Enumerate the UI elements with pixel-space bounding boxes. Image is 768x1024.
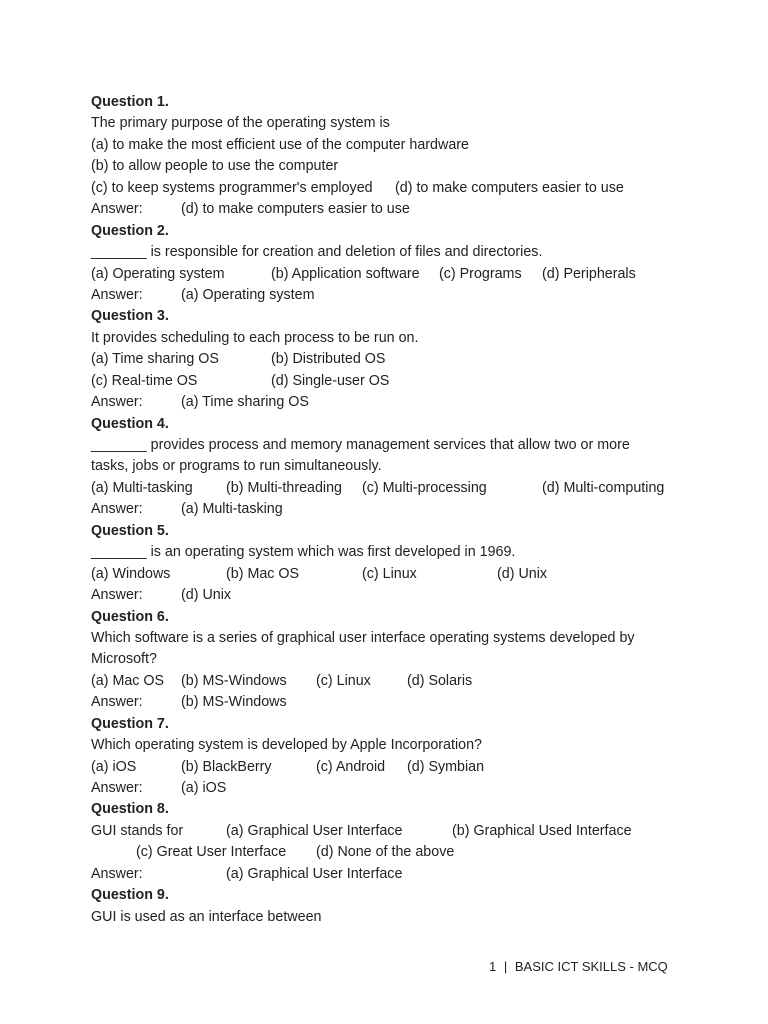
question-6-answer-line — [91, 692, 691, 713]
question-6-text: Microsoft? — [91, 651, 157, 668]
question-3-answer: (a) Time sharing OS — [181, 394, 309, 411]
page-footer — [489, 958, 668, 976]
question-2-option-c: (c) Programs — [439, 265, 522, 282]
question-8-option-b: (b) Graphical Used Interface — [452, 822, 632, 839]
page-number: 1 — [489, 959, 497, 974]
question-6-label: Question 6. — [91, 608, 169, 625]
question-3-answer-line — [91, 392, 691, 413]
question-4-answer-line — [91, 499, 691, 520]
question-1-option-d: (d) to make computers easier to use — [395, 179, 624, 196]
answer-label: Answer: — [91, 587, 143, 604]
question-2-option-a: (a) Operating system — [91, 265, 225, 282]
question-8-option-c: (c) Great User Interface — [136, 844, 287, 861]
question-6-answer: (b) MS-Windows — [181, 694, 287, 711]
document-title: BASIC ICT SKILLS - MCQ — [514, 959, 668, 974]
question-3-label: Question 3. — [91, 308, 169, 325]
question-7-label: Question 7. — [91, 715, 169, 732]
question-5-option-b: (b) Mac OS — [226, 565, 300, 582]
question-7-answer-line — [91, 778, 691, 799]
question-4-answer: (a) Multi-tasking — [181, 501, 283, 518]
question-8-text: GUI stands for — [91, 822, 184, 839]
question-8-option-d: (d) None of the above — [316, 844, 455, 861]
question-5-option-a: (a) Windows — [91, 565, 171, 582]
question-4-options-line — [91, 478, 691, 499]
question-1-option-c: (c) to keep systems programmer's employed — [91, 179, 373, 196]
question-3-options-line — [91, 371, 691, 392]
answer-label: Answer: — [91, 286, 143, 303]
answer-label: Answer: — [91, 394, 143, 411]
question-2-answer-line — [91, 285, 691, 306]
question-9-label: Question 9. — [91, 887, 169, 904]
question-2-options-line — [91, 264, 691, 285]
answer-label: Answer: — [91, 201, 143, 218]
question-6-text: Which software is a series of graphical user interface operating systems developed by — [91, 629, 635, 646]
question-7-options-line — [91, 757, 691, 778]
question-3-option-c: (c) Real-time OS — [91, 372, 198, 389]
question-5-option-d: (d) Unix — [497, 565, 548, 582]
question-4-option-a: (a) Multi-tasking — [91, 479, 193, 496]
question-7-text: Which operating system is developed by Apple Incorporation? — [91, 737, 483, 754]
answer-label: Answer: — [91, 501, 143, 518]
question-8-option-a: (a) Graphical User Interface — [226, 822, 403, 839]
question-8-label: Question 8. — [91, 801, 169, 818]
mcq-page — [91, 92, 691, 928]
question-2-text: _______ is responsible for creation and deletion of files and directories. — [91, 244, 543, 261]
question-2-option-b: (b) Application software — [271, 265, 420, 282]
question-3-text: It provides scheduling to each process to be run on. — [91, 329, 419, 346]
question-1-option-a: (a) to make the most efficient use of the computer hardware — [91, 136, 469, 153]
question-5-options-line — [91, 564, 691, 585]
question-1-label: Question 1. — [91, 94, 169, 110]
question-4-option-c: (c) Multi-processing — [362, 479, 487, 496]
question-5-label: Question 5. — [91, 522, 169, 539]
answer-label: Answer: — [91, 694, 143, 711]
question-5-answer: (d) Unix — [181, 587, 232, 604]
question-2-label: Question 2. — [91, 222, 169, 239]
question-3-option-b: (b) Distributed OS — [271, 351, 386, 368]
question-6-options-line — [91, 671, 691, 692]
question-1-options-line — [91, 178, 691, 199]
question-1-answer-line — [91, 199, 691, 220]
question-6-option-b: (b) MS-Windows — [181, 672, 287, 689]
question-7-option-c: (c) Android — [316, 758, 386, 775]
question-7-answer: (a) iOS — [181, 780, 227, 796]
question-4-option-d: (d) Multi-computing — [542, 479, 665, 496]
question-3-options-line — [91, 349, 691, 370]
question-9-text: GUI is used as an interface between — [91, 908, 322, 925]
question-8-answer: (a) Graphical User Interface — [226, 865, 403, 882]
question-4-text: tasks, jobs or programs to run simultaneously. — [91, 458, 382, 475]
question-7-option-d: (d) Symbian — [407, 758, 485, 775]
question-1-option-b: (b) to allow people to use the computer — [91, 158, 339, 175]
question-1-text: The primary purpose of the operating system is — [91, 115, 390, 132]
question-6-option-c: (c) Linux — [316, 672, 371, 689]
question-8-options-line — [91, 821, 691, 842]
question-4-text: _______ provides process and memory management services that allow two or more — [91, 437, 630, 453]
answer-label: Answer: — [91, 780, 143, 796]
question-8-answer-line — [91, 864, 691, 885]
answer-label: Answer: — [91, 865, 143, 882]
question-1-answer: (d) to make computers easier to use — [181, 201, 410, 218]
question-5-text: _______ is an operating system which was first developed in 1969. — [91, 544, 516, 561]
question-6-option-d: (d) Solaris — [407, 672, 473, 689]
question-2-option-d: (d) Peripherals — [542, 265, 636, 282]
question-5-option-c: (c) Linux — [362, 565, 417, 582]
question-5-answer-line — [91, 585, 691, 606]
footer-separator: | — [503, 959, 508, 974]
question-7-option-a: (a) iOS — [91, 758, 137, 775]
question-2-answer: (a) Operating system — [181, 286, 315, 303]
question-8-options-line — [91, 842, 691, 863]
question-6-option-a: (a) Mac OS — [91, 672, 165, 689]
question-3-option-d: (d) Single-user OS — [271, 372, 390, 389]
question-7-option-b: (b) BlackBerry — [181, 758, 272, 775]
question-4-label: Question 4. — [91, 415, 169, 432]
question-3-option-a: (a) Time sharing OS — [91, 351, 219, 368]
question-4-option-b: (b) Multi-threading — [226, 479, 343, 496]
